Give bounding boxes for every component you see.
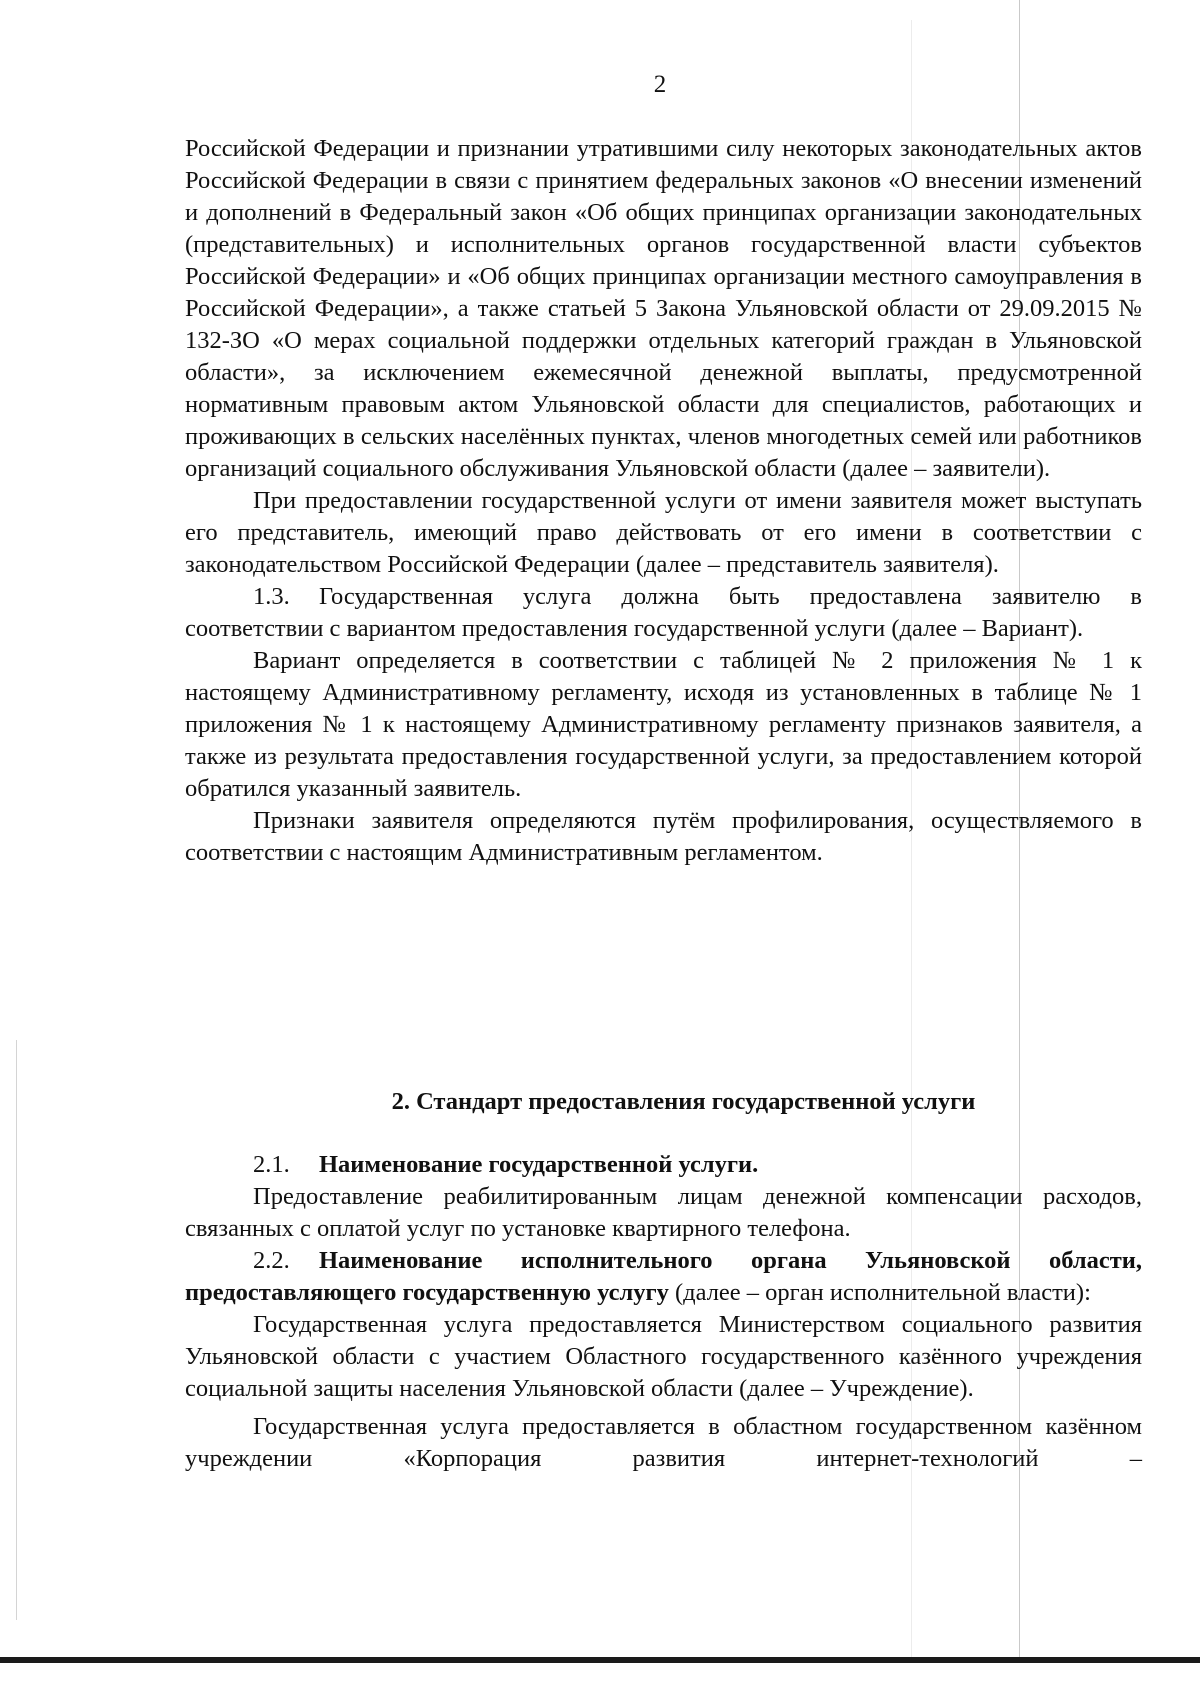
scan-edge-left xyxy=(16,1040,17,1620)
clause-2-2-text-corporation: Государственная услуга предоставляется в областном государственном казённом учреждении «Корпорация развития интернет-технологий – xyxy=(185,1413,1142,1472)
page-number: 2 xyxy=(653,71,667,98)
section-title: 2. Стандарт предоставления государственной услуги xyxy=(391,1088,976,1115)
paragraph-variant: Вариант определяется в соответствии с таблицей № 2 приложения № 1 к настоящему Административному регламенту, исходя из установленных в таблице № 1 приложения № 1 к настоящему Административному регламенту признаков заявителя, а также из результата предоставления государственной услуги, за предоставлением которой обратился указанный заявитель. xyxy=(185,647,1142,802)
clause-number: 2.1. xyxy=(253,1151,290,1178)
paragraph-representative: При предоставлении государственной услуги от имени заявителя может выступать его представитель, имеющий право действовать от его имени в соответствии с законодательством Российской Федерации (далее – представитель заявителя). xyxy=(185,487,1142,578)
clause-2-2-text-ministry: Государственная услуга предоставляется Министерством социального развития Ульяновской области с участием Областного государственного казённого учреждения социальной защиты населения Ульяновской области (далее – Учреждение). xyxy=(185,1311,1142,1402)
clause-2-2-heading xyxy=(185,1245,1142,1309)
text-block-section-2 xyxy=(185,1149,1142,1475)
text-block-section-1 xyxy=(185,133,1142,869)
clause-2-1-heading xyxy=(185,1149,1142,1181)
clause-heading: Наименование исполнительного органа Ульяновской области, предоставляющего государственную услугу xyxy=(185,1247,1142,1306)
clause-heading: Наименование государственной услуги. xyxy=(319,1151,759,1178)
clause-text: Государственная услуга должна быть предоставлена заявителю в соответствии с вариантом предоставления государственной услуги (далее – Вариант). xyxy=(185,583,1142,642)
scan-edge-bottom xyxy=(0,1657,1200,1663)
clause-number: 1.3. xyxy=(253,583,290,610)
paragraph-profiling: Признаки заявителя определяются путём профилирования, осуществляемого в соответствии с настоящим Административным регламентом. xyxy=(185,807,1142,866)
paragraph-applicants: Российской Федерации и признании утратившими силу некоторых законодательных актов Российской Федерации в связи с принятием федеральных законов «О внесении изменений и дополнений в Федеральный закон «Об общих принципах организации законодательных (представительных) и исполнительных органов государственной власти субъектов Российской Федерации» и «Об общих принципах организации местного самоуправления в Российской Федерации», а также статьей 5 Закона Ульяновской области от 29.09.2015 № 132-ЗО «О мерах социальной поддержки отдельных категорий граждан в Ульяновской области», за исключением ежемесячной денежной выплаты, предусмотренной нормативным правовым актом Ульяновской области для специалистов, работающих и проживающих в сельских населённых пунктах, членов многодетных семей или работников организаций социального обслуживания Ульяновской области (далее – заявители). xyxy=(185,135,1142,482)
paragraph-clause-1-3 xyxy=(185,581,1142,645)
clause-heading-tail: (далее – орган исполнительной власти): xyxy=(668,1279,1091,1306)
clause-number: 2.2. xyxy=(253,1247,290,1274)
clause-2-1-text: Предоставление реабилитированным лицам денежной компенсации расходов, связанных с оплатой услуг по установке квартирного телефона. xyxy=(185,1183,1142,1242)
